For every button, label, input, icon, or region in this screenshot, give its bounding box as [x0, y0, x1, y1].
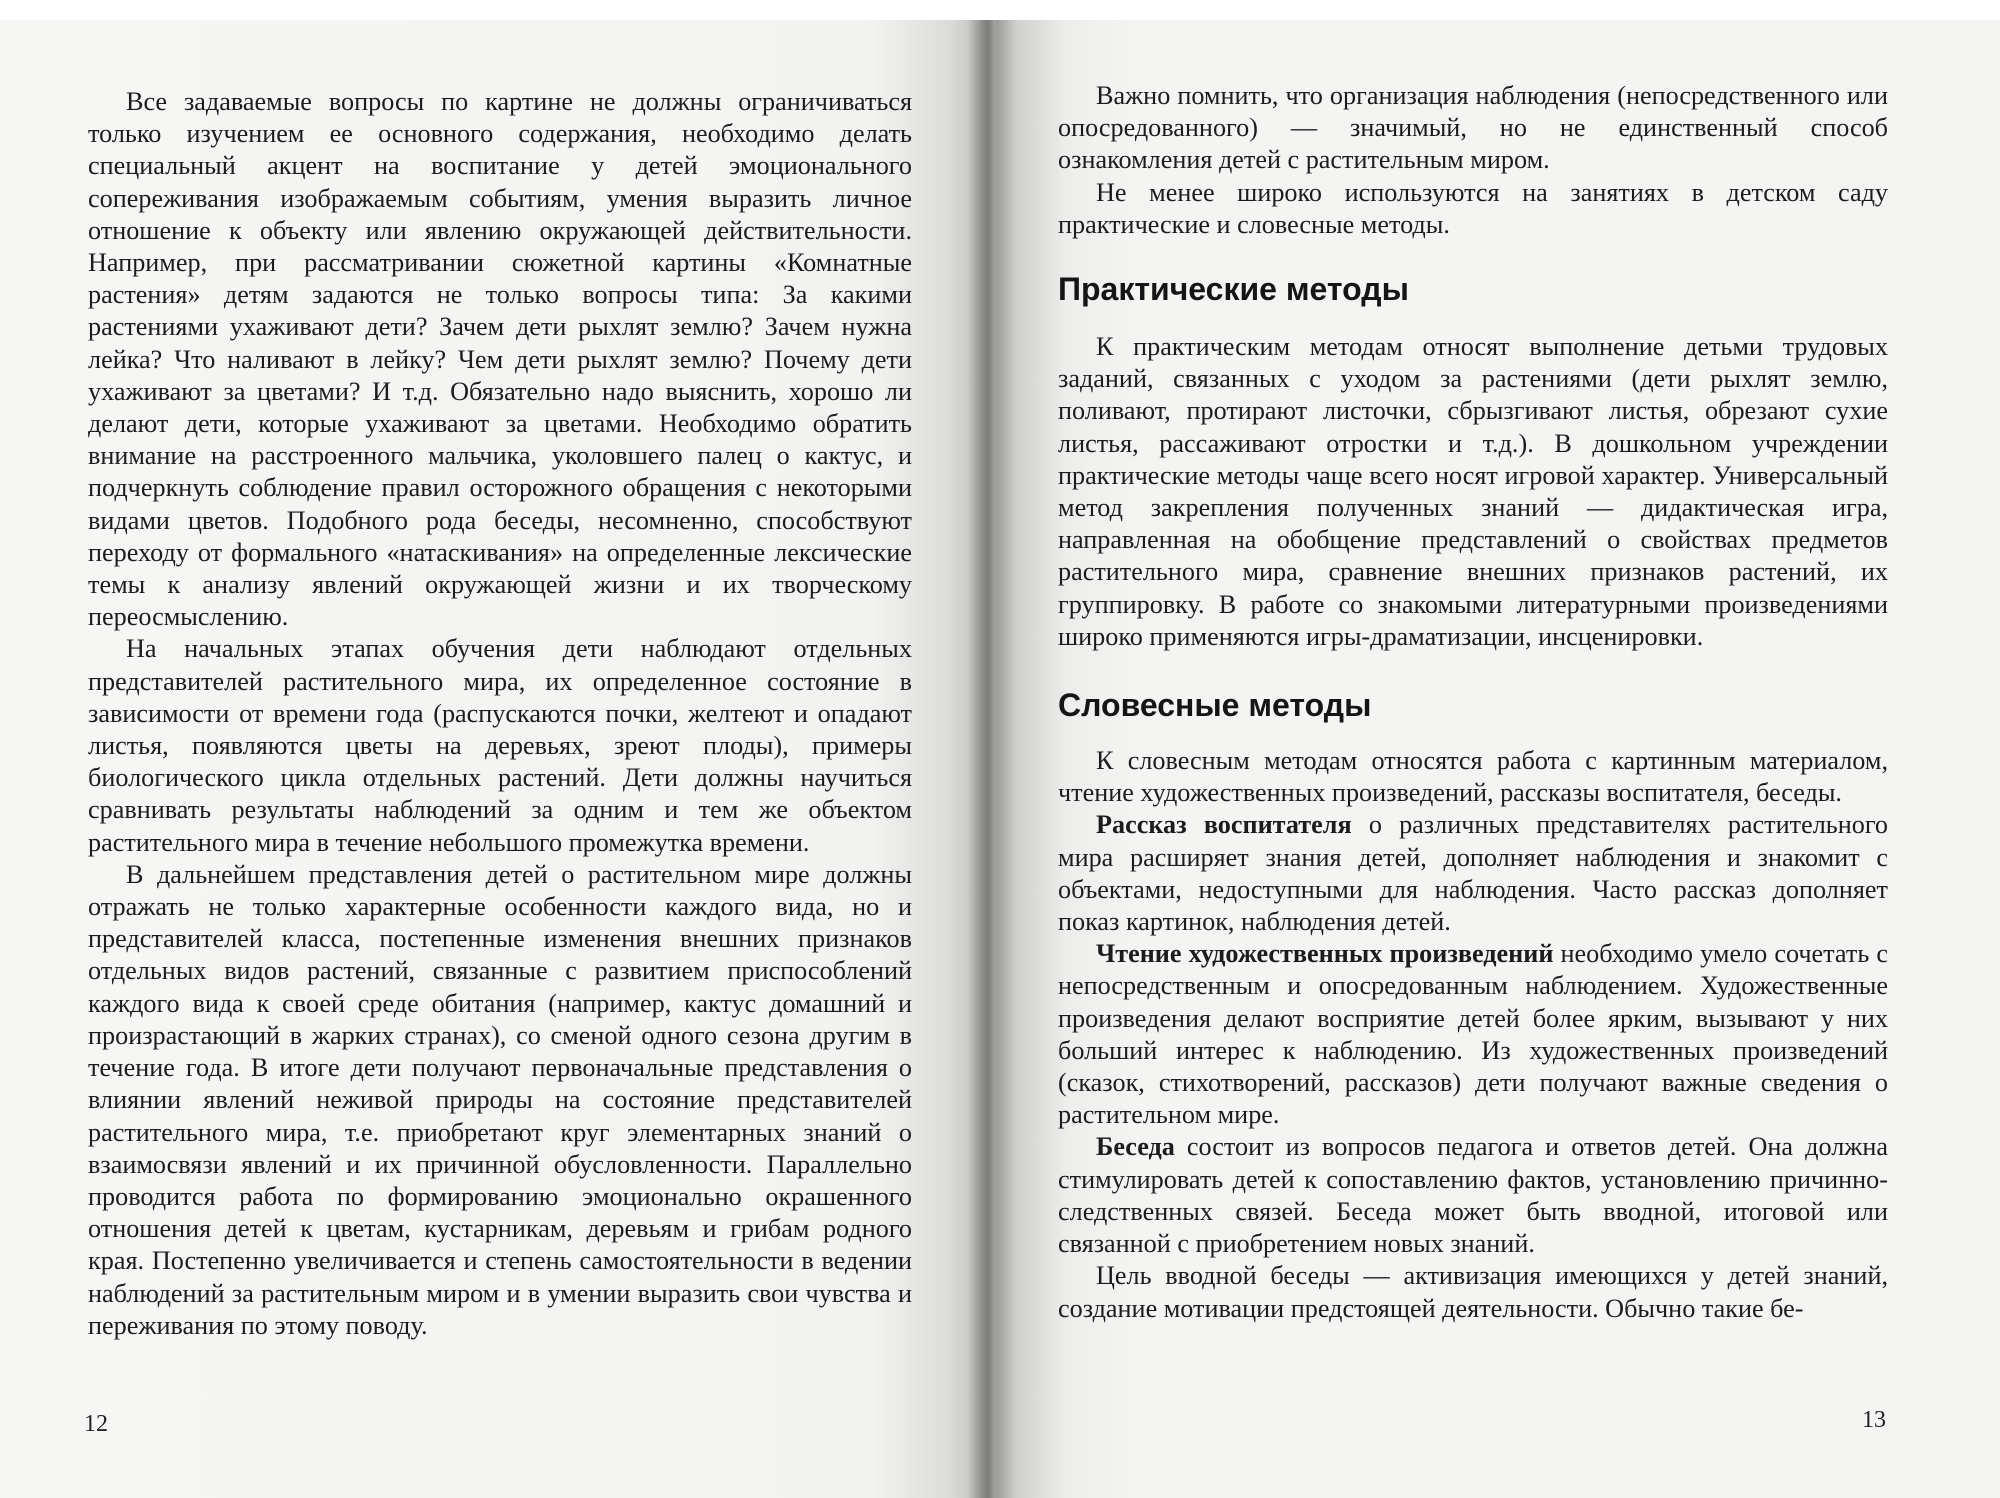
reading-paragraph	[1058, 938, 1888, 1131]
heading-verbal-methods: Словесные методы	[1058, 687, 1372, 724]
story-paragraph	[1058, 809, 1888, 938]
right-paragraph-2: Не менее широко используются на занятиях в детском саду практические и словесные методы.	[1058, 177, 1888, 239]
left-page-number: 12	[84, 1411, 108, 1437]
right-paragraph-1: Важно помнить, что организация наблюдения (непосредственного или опосредованного) — значимый, но не единственный способ ознакомления детей с растительным миром.	[1058, 81, 1888, 175]
verbal-methods-intro: К словесным методам относятся работа с картинным материалом, чтение художественных произведений, рассказы воспитателя, беседы.	[1058, 746, 1888, 808]
left-paragraph-2: На начальных этапах обучения дети наблюдают отдельных представителей растительного мира, их определенное состояние в зависимости от времени года (распускаются почки, желтеют и опадают листья, появляются цветы на деревьях, зреют плоды), примеры биологического цикла отдельных растений. Дети должны научиться сравнивать результаты наблюдений за одним и тем же объектом растительного мира в течение небольшого промежутка времени.	[88, 634, 912, 857]
practical-methods-paragraph: К практическим методам относят выполнение детьми трудовых заданий, связанных с уходом за растениями (дети рыхлят землю, поливают, протирают листочки, сбрызгивают листья, обрезают сухие листья, рассаживают отростки и т.д.). В дошкольном учреждении практические методы чаще всего носят игровой характер. Универсальный метод закрепления полученных знаний — дидактическая игра, направленная на обобщение представлений о свойствах предметов растительного мира, сравнение внешних признаков растений, их группировку. В работе со знакомыми литературными произведениями широко применяются игры-драматизации, инсценировки.	[1058, 332, 1888, 651]
left-page	[0, 20, 988, 1498]
left-paragraph-1: Все задаваемые вопросы по картине не должны ограничиваться только изучением ее основного содержания, необходимо делать специальный акцент на воспитание у детей эмоционального сопереживания изображаемым событиям, умения выразить личное отношение к объекту или явлению окружающей действительности. Например, при рассматривании сюжетной картины «Комнатные растения» детям задаются не только вопросы типа: За какими растениями ухаживают дети? Зачем дети рыхлят землю? Зачем нужна лейка? Что наливают в лейку? Чем дети рыхлят землю? Почему дети ухаживают за цветами? И т.д. Обязательно надо выяснить, хорошо ли делают дети, которые ухаживают за цветами. Необходимо обратить внимание на расстроенного мальчика, уколовшего палец о кактус, и подчеркнуть соблюдение правил осторожного обращения с некоторыми видами цветов. Подобного рода беседы, несомненно, способствуют переходу от формального «натаскивания» на определенные лексические темы к анализу явлений окружающей жизни и их творческому переосмыслению.	[88, 87, 912, 632]
reading-text: необходимо умело сочетать с непосредственным и опосредованным наблюдением. Художественные произведения делают восприятие детей более ярким, вызывают у них больший интерес к наблюдению. Из художественных произведений (сказок, стихотворений, рассказов) дети получают важные сведения о растительном мире.	[1058, 939, 1888, 1130]
right-page-number: 13	[1862, 1407, 1886, 1433]
left-paragraph-3: В дальнейшем представления детей о растительном мире должны отражать не только характерные особенности каждого вида, но и представителей класса, постепенные изменения внешних признаков отдельных видов растений, связанные с развитием приспособлений каждого вида к своей среде обитания (например, кактус домашний и произрастающий в жарких странах), со сменой одного сезона другим в течение года. В итоге дети получают первоначальные представления о влиянии явлений неживой природы на состояние представителей растительного мира, т.е. приобретают круг элементарных знаний о взаимосвязи явлений и их причинной обусловленности. Параллельно проводится работа по формированию эмоционально окрашенного отношения детей к цветам, кустарникам, деревьям и грибам родного края. Постепенно увеличивается и степень самостоятельности в ведении наблюдений за растительным миром и в умении выразить свои чувства и переживания по этому поводу.	[88, 859, 912, 1340]
left-page-text	[88, 86, 912, 1342]
right-page	[996, 20, 2000, 1498]
talk-paragraph	[1058, 1131, 1888, 1260]
reading-term: Чтение художественных произведений	[1096, 939, 1554, 969]
last-paragraph: Цель вводной беседы — активизация имеющихся у детей знаний, создание мотивации предстоящей деятельности. Обычно такие бе-	[1058, 1261, 1888, 1323]
story-text: о различных представителях растительного мира расширяет знания детей, дополняет наблюдения и знакомит с объектами, недоступными для наблюдения. Часто рассказ дополняет показ картинок, наблюдения детей.	[1058, 810, 1889, 937]
story-term: Рассказ воспитателя	[1096, 810, 1352, 840]
talk-term: Беседа	[1096, 1132, 1175, 1162]
talk-text: состоит из вопросов педагога и ответов детей. Она должна стимулировать детей к сопоставлению фактов, установлению причинно-следственных связей. Беседа может быть вводной, итоговой или связанной с приобретением новых знаний.	[1058, 1132, 1888, 1259]
right-page-text	[1058, 80, 1888, 1325]
heading-practical-methods: Практические методы	[1058, 271, 1409, 308]
